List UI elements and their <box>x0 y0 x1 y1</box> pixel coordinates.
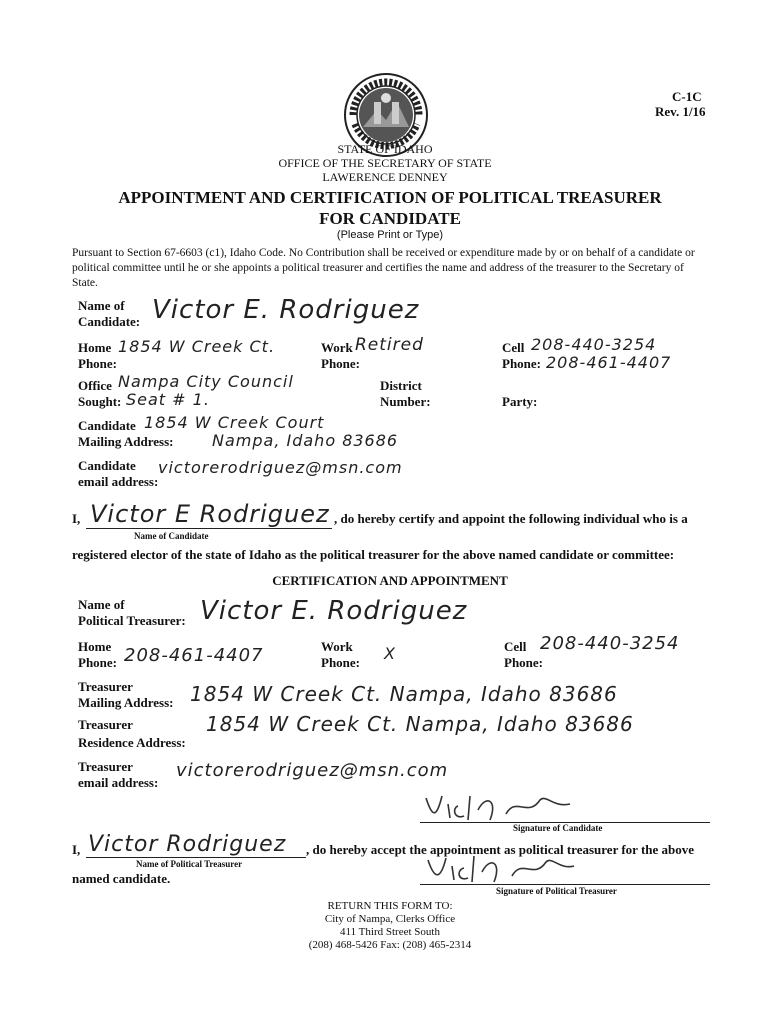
treasurer-cell-value: 208-440-3254 <box>540 633 680 654</box>
certify-name-caption: Name of Candidate <box>134 531 209 541</box>
treasurer-residence-label-1: Treasurer <box>78 717 133 732</box>
candidate-home-label-1: Home <box>78 340 112 355</box>
candidate-email-label-2: email address: <box>78 474 159 489</box>
form-revision: Rev. 1/16 <box>655 104 706 119</box>
return-street: 411 Third Street South <box>340 926 440 938</box>
form-title-1: APPOINTMENT AND CERTIFICATION OF POLITICAL TREASURER <box>118 188 662 207</box>
treasurer-email-label-2: email address: <box>78 775 159 790</box>
treasurer-home-value: 208-461-4407 <box>124 645 264 666</box>
treasurer-signature-label: Signature of Political Treasurer <box>496 886 617 896</box>
candidate-mail-label-1: Candidate <box>78 418 136 433</box>
treasurer-mail-label-2: Mailing Address: <box>78 695 174 710</box>
treasurer-mail-label-1: Treasurer <box>78 679 133 694</box>
treasurer-residence-value: 1854 W Creek Ct. Nampa, Idaho 83686 <box>206 712 634 736</box>
candidate-cell-value-1: 208-440-3254 <box>531 335 657 354</box>
treasurer-cell-label-2: Phone: <box>504 655 543 670</box>
candidate-home-value: 1854 W Creek Ct. <box>118 337 276 356</box>
candidate-office-label-1: Office <box>78 378 112 393</box>
candidate-office-value-1: Nampa City Council <box>118 372 294 391</box>
treasurer-name-label-2: Political Treasurer: <box>78 613 186 628</box>
treasurer-work-label-1: Work <box>321 639 353 654</box>
candidate-office-label-2: Sought: <box>78 394 122 409</box>
candidate-mail-label-2: Mailing Address: <box>78 434 174 449</box>
candidate-signature-label: Signature of Candidate <box>513 823 603 833</box>
candidate-work-value: Retired <box>355 335 424 355</box>
candidate-office-value-2: Seat # 1. <box>126 390 210 409</box>
party-label: Party: <box>502 394 538 409</box>
treasurer-name-value: Victor E. Rodriguez <box>200 596 468 626</box>
form-title-2: FOR CANDIDATE <box>319 209 461 228</box>
candidate-cell-value-2: 208-461-4407 <box>546 353 672 372</box>
candidate-mail-value-2: Nampa, Idaho 83686 <box>212 431 399 450</box>
header-office: OFFICE OF THE SECRETARY OF STATE <box>278 156 492 170</box>
district-label-1: District <box>380 378 422 393</box>
section-title: CERTIFICATION AND APPOINTMENT <box>272 573 508 588</box>
treasurer-home-label-1: Home <box>78 639 112 654</box>
candidate-mail-value-1: 1854 W Creek Court <box>144 413 325 432</box>
treasurer-cell-label-1: Cell <box>504 639 527 654</box>
treasurer-work-label-2: Phone: <box>321 655 360 670</box>
accept-name-caption: Name of Political Treasurer <box>136 859 243 869</box>
district-label-2: Number: <box>380 394 431 409</box>
treasurer-email-value: victorerodriguez@msn.com <box>176 760 449 781</box>
return-phone: (208) 468-5426 Fax: (208) 465-2314 <box>308 939 472 951</box>
treasurer-home-label-2: Phone: <box>78 655 117 670</box>
certify-prefix: I, <box>72 511 81 526</box>
intro-text: Pursuant to Section 67-6603 (c1), Idaho Code. No Contribution shall be received or expenditure made by or on behalf of a candidate or political committee until he or she appoints a political treasurer and certifies the name and address of the treasurer to the Secretary of State. <box>72 247 695 289</box>
header-state: STATE OF IDAHO <box>337 142 433 156</box>
candidate-work-label-1: Work <box>321 340 353 355</box>
candidate-cell-label-1: Cell <box>502 340 525 355</box>
return-title: RETURN THIS FORM TO: <box>327 900 453 912</box>
treasurer-name-label-1: Name of <box>78 597 125 612</box>
candidate-name-value: Victor E. Rodriguez <box>152 295 420 325</box>
certify-line-2: registered elector of the state of Idaho as the political treasurer for the above named candidate or committee: <box>72 547 675 562</box>
certify-suffix: , do hereby certify and appoint the following individual who is a <box>334 511 688 526</box>
return-office: City of Nampa, Clerks Office <box>324 913 456 925</box>
candidate-work-label-2: Phone: <box>321 356 360 371</box>
treasurer-work-value: X <box>384 644 396 663</box>
treasurer-email-label-1: Treasurer <box>78 759 133 774</box>
treasurer-mail-value: 1854 W Creek Ct. Nampa, Idaho 83686 <box>190 682 618 706</box>
accept-line-2: named candidate. <box>72 871 171 886</box>
treasurer-residence-label-2: Residence Address: <box>78 735 186 750</box>
candidate-email-label-1: Candidate <box>78 458 136 473</box>
treasurer-signature <box>420 850 580 886</box>
form-code: C-1C <box>672 89 702 104</box>
candidate-cell-label-2: Phone: <box>502 356 541 371</box>
form-subtitle: (Please Print or Type) <box>336 229 444 241</box>
candidate-email-value: victorerodriguez@msn.com <box>158 458 403 477</box>
candidate-name-label-1: Name of <box>78 298 125 313</box>
candidate-home-label-2: Phone: <box>78 356 117 371</box>
accept-treasurer-name: Victor Rodriguez <box>88 832 287 857</box>
candidate-name-label-2: Candidate: <box>78 314 141 329</box>
accept-prefix: I, <box>72 842 81 857</box>
accept-suffix: , do hereby accept the appointment as political treasurer for the above <box>306 842 695 857</box>
candidate-signature <box>420 790 580 824</box>
certify-candidate-name: Victor E Rodriguez <box>90 500 330 528</box>
header-secretary: LAWERENCE DENNEY <box>322 170 448 184</box>
